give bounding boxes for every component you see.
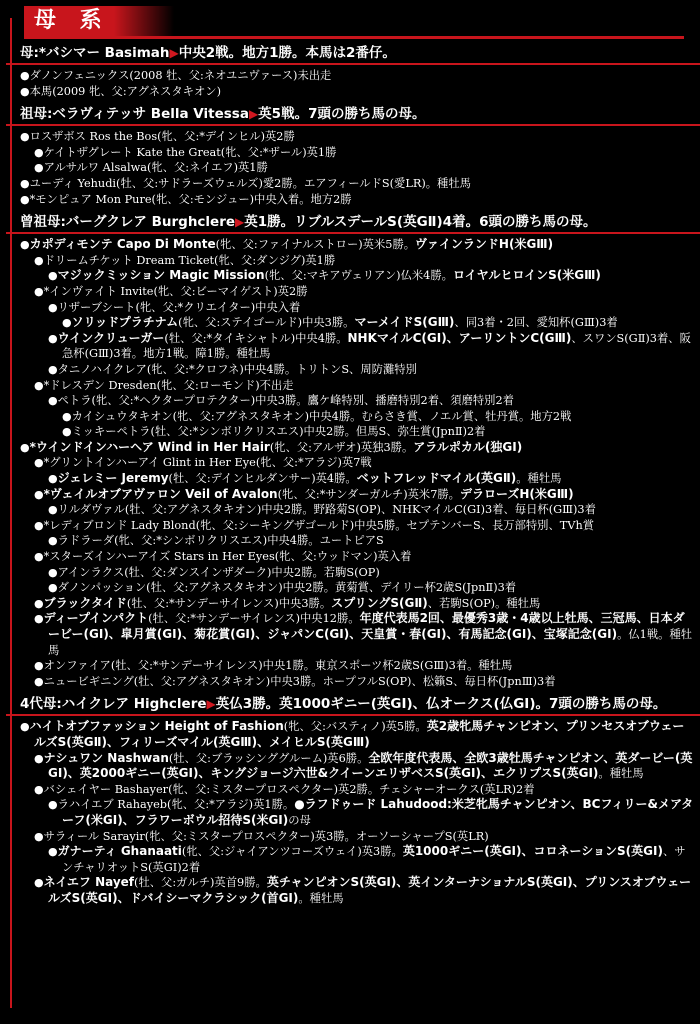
bullet-icon: ● bbox=[48, 503, 58, 517]
bullet-icon: ● bbox=[62, 425, 72, 439]
arrow-icon: ▶ bbox=[248, 107, 259, 122]
record-text: (牡、父:ガルチ)英首9勝。 bbox=[134, 876, 267, 890]
bullet-icon: ● bbox=[48, 472, 58, 486]
pedigree-section bbox=[20, 213, 696, 689]
bullet-icon: ● bbox=[34, 161, 44, 175]
section-ancestor-name: 曾祖母:バーグクレア Burghclere bbox=[20, 214, 236, 231]
horse-name: ブラックタイド bbox=[43, 595, 127, 610]
offspring-entry bbox=[20, 440, 696, 456]
major-race: デラローズH(米GⅢ) bbox=[459, 486, 574, 501]
horse-name: ウインクリューガー bbox=[57, 330, 165, 345]
bullet-icon: ● bbox=[34, 284, 44, 298]
offspring-entry bbox=[20, 68, 696, 84]
offspring-entry bbox=[20, 797, 696, 828]
left-border-line bbox=[10, 18, 12, 1008]
bullet-icon: ● bbox=[34, 829, 44, 843]
major-race: ヴァインランドH(米GⅢ) bbox=[415, 237, 554, 252]
section-heading bbox=[20, 105, 696, 123]
offspring-entry bbox=[20, 471, 696, 487]
bullet-icon: ● bbox=[34, 378, 44, 392]
arrow-icon: ▶ bbox=[206, 697, 216, 712]
major-race: スプリングS(GⅡ) bbox=[331, 595, 428, 610]
offspring-entry bbox=[20, 580, 696, 596]
offspring-entry bbox=[20, 268, 696, 284]
major-race: ●ラフドゥード Lahudood:米芝牝馬チャンピオン、BCフィリー&メアターフ(米GⅠ)、フラワーボウル招待S(米GⅠ) bbox=[62, 797, 694, 827]
record-text: の母 bbox=[288, 813, 311, 827]
bullet-icon: ● bbox=[48, 269, 58, 283]
bullet-icon: ● bbox=[34, 782, 44, 796]
section-summary: 英1勝。リブルスデールS(英GⅡ)4着。6頭の勝ち馬の母。 bbox=[244, 214, 597, 231]
record-text: カイシュウタキオン(牝、父:アグネスタキオン)中央4勝。むらさき賞、ノエル賞、牡丹賞。地方2戦 bbox=[71, 409, 572, 423]
pedigree-section bbox=[20, 105, 696, 207]
horse-name: カポディモンテ Capo Di Monte bbox=[29, 237, 216, 252]
offspring-entry bbox=[20, 331, 696, 362]
section-ancestor-name: 祖母:ベラヴィテッサ Bella Vitessa bbox=[20, 106, 249, 123]
bullet-icon: ● bbox=[34, 518, 44, 532]
record-text: (牝、父:アルザオ)英独3勝。 bbox=[269, 440, 414, 454]
offspring-entry bbox=[20, 176, 696, 192]
major-race: 英1000ギニー(英GⅠ)、コロネーションS(英GⅠ) bbox=[402, 844, 663, 859]
offspring-entry bbox=[20, 533, 696, 549]
offspring-entry bbox=[20, 393, 696, 409]
bullet-icon: ● bbox=[48, 300, 58, 314]
offspring-entry bbox=[20, 84, 696, 100]
bullet-icon: ● bbox=[34, 751, 44, 765]
bullet-icon: ● bbox=[20, 84, 30, 98]
record-text: (牝、父:ステイゴールド)中央3勝。 bbox=[178, 316, 355, 330]
offspring-entry bbox=[20, 192, 696, 208]
bullet-icon: ● bbox=[34, 659, 44, 673]
pedigree-section bbox=[20, 695, 696, 906]
bullet-icon: ● bbox=[34, 612, 44, 626]
section-divider bbox=[6, 714, 700, 716]
pedigree-content bbox=[20, 42, 696, 907]
bullet-icon: ● bbox=[20, 69, 30, 82]
section-divider bbox=[6, 63, 700, 65]
offspring-entry bbox=[20, 129, 696, 145]
record-text: (牝、父:ジャイアンツコーズウェイ)英3勝。 bbox=[181, 845, 403, 859]
bullet-icon: ● bbox=[62, 409, 72, 423]
major-race: ロイヤルヒロインS(米GⅢ) bbox=[452, 268, 601, 283]
major-race: NHKマイルC(GⅠ)、アーリントンC(GⅢ) bbox=[347, 330, 572, 345]
offspring-entry bbox=[20, 674, 696, 690]
record-text: ペトラ(牝、父:*ヘクタープロテクター)中央3勝。鷹ケ峰特別、播磨特別2着、須磨特別2着 bbox=[57, 394, 514, 408]
offspring-entry bbox=[20, 409, 696, 425]
record-text: 本馬(2009 牝、父:アグネスタキオン) bbox=[29, 84, 221, 98]
page-title: 母 系 bbox=[24, 6, 174, 36]
section-heading bbox=[20, 213, 696, 231]
horse-name: *ウインドインハーヘア Wind in Her Hair bbox=[29, 439, 270, 454]
record-text: (牝、父:マキアヴェリアン)仏米4勝。 bbox=[264, 269, 453, 283]
bullet-icon: ● bbox=[34, 550, 44, 564]
offspring-entry bbox=[20, 424, 696, 440]
offspring-entry bbox=[20, 751, 696, 782]
offspring-entry bbox=[20, 518, 696, 534]
horse-name: ジェレミー Jeremy bbox=[57, 471, 169, 486]
bullet-icon: ● bbox=[48, 845, 58, 859]
major-race: 英チャンピオンS(英GⅠ)、英インターナショナルS(英GⅠ)、プリンスオブウェールズS(英GⅠ)、ドバイシーマクラシック(首GⅠ) bbox=[48, 875, 692, 905]
offspring-entry bbox=[20, 875, 696, 906]
bullet-icon: ● bbox=[48, 362, 58, 376]
record-text: タニノハイクレア(牝、父:*クロフネ)中央4勝。トリトンS、周防灘特別 bbox=[57, 362, 417, 376]
bullet-icon: ● bbox=[48, 394, 58, 408]
offspring-entry bbox=[20, 565, 696, 581]
record-text: ドリームチケット Dream Ticket(牝、父:ダンジグ)英1勝 bbox=[43, 253, 336, 267]
record-text: (牡、父:*サンデーサイレンス)中央12勝。 bbox=[148, 612, 360, 626]
record-text: 、サンチャリオットS(英GⅠ)2着 bbox=[62, 845, 686, 874]
record-text: ダノンフェニックス(2008 牡、父:ネオユニヴァース)未出走 bbox=[29, 69, 332, 82]
bullet-icon: ● bbox=[34, 487, 44, 501]
section-divider bbox=[6, 232, 700, 234]
offspring-entry bbox=[20, 611, 696, 658]
offspring-entry bbox=[20, 782, 696, 798]
record-text: 。種牡馬 bbox=[298, 891, 344, 905]
bullet-icon: ● bbox=[48, 565, 58, 579]
arrow-icon: ▶ bbox=[169, 46, 179, 60]
offspring-entry bbox=[20, 145, 696, 161]
record-text: *モンピュア Mon Pure(牝、父:モンジュー)中央入着。地方2勝 bbox=[29, 192, 352, 206]
horse-name: マジックミッション Magic Mission bbox=[57, 268, 265, 283]
offspring-entry bbox=[20, 362, 696, 378]
section-heading bbox=[20, 695, 696, 713]
record-text: リザーブシート(牝、父:*クリエイター)中央入着 bbox=[57, 300, 301, 314]
horse-name: ガナーティ Ghanaati bbox=[57, 844, 182, 859]
section-summary: 中央2戦。地方1勝。本馬は2番仔。 bbox=[178, 45, 396, 61]
bullet-icon: ● bbox=[34, 674, 44, 688]
record-text: バシェイヤー Bashayer(牝、父:ミスタープロスペクター)英2勝。チェシャーオークス(英LR)2着 bbox=[43, 782, 535, 796]
offspring-entry bbox=[20, 502, 696, 518]
record-text: 。仏1戦。種牡馬 bbox=[48, 628, 693, 657]
record-text: *インヴァイト Invite(牝、父:ビーマイゲスト)英2勝 bbox=[43, 284, 308, 298]
offspring-entry bbox=[20, 315, 696, 331]
section-heading bbox=[20, 44, 696, 62]
record-text: ユーディ Yehudi(牡、父:サドラーズウェルズ)愛2勝。エアフィールドS(愛LR)。種牡馬 bbox=[29, 176, 471, 190]
record-text: (牡、父:デインヒルダンサー)英4勝。 bbox=[168, 472, 357, 486]
record-text: (牝、父:*サンダーガルチ)英米7勝。 bbox=[277, 487, 460, 501]
record-text: ダノンパッション(牡、父:アグネスタキオン)中央2勝。黄菊賞、デイリー杯2歳S(JpnⅡ)3着 bbox=[57, 581, 517, 595]
record-text: アインラクス(牡、父:ダンスインザダーク)中央2勝。若駒S(OP) bbox=[57, 565, 380, 579]
section-ancestor-name: 4代母:ハイクレア Highclere bbox=[20, 696, 207, 713]
bullet-icon: ● bbox=[34, 253, 44, 267]
offspring-entry bbox=[20, 549, 696, 565]
offspring-entry bbox=[20, 237, 696, 253]
offspring-entry bbox=[20, 844, 696, 875]
record-text: ロスザボス Ros the Bos(牝、父:*デインヒル)英2勝 bbox=[29, 130, 295, 144]
offspring-entry bbox=[20, 378, 696, 394]
record-text: 。種牡馬 bbox=[598, 767, 644, 781]
section-summary: 英5戦。7頭の勝ち馬の母。 bbox=[258, 106, 426, 123]
offspring-entry bbox=[20, 829, 696, 845]
major-race: 英2歳牝馬チャンピオン、プリンセスオブウェールズS(英GⅡ)、フィリーズマイル(英GⅢ)、メイヒルS(英GⅢ) bbox=[34, 719, 685, 749]
record-text: アルサルワ Alsalwa(牝、父:ネイエフ)英1勝 bbox=[43, 161, 268, 175]
record-text: (牡、父:ブラッシンググルーム)英6勝。 bbox=[168, 751, 369, 765]
major-race: ベットフレッドマイル(英GⅡ) bbox=[356, 471, 517, 486]
record-text: (牡、父:*タイキシャトル)中央4勝。 bbox=[164, 331, 348, 345]
record-text: 、同3着・2回、愛知杯(GⅢ)3着 bbox=[454, 316, 618, 330]
horse-name: ネイエフ Nayef bbox=[43, 875, 135, 890]
horse-name: ナシュワン Nashwan bbox=[43, 750, 169, 765]
record-text: *ドレスデン Dresden(牝、父:ローモンド)不出走 bbox=[43, 378, 294, 392]
major-race: アラルポカル(独GⅠ) bbox=[413, 439, 523, 454]
record-text: リルダヴァル(牡、父:アグネスタキオン)中央2勝。野路菊S(OP)、NHKマイルC(GⅠ)3着、毎日杯(GⅢ)3着 bbox=[57, 503, 596, 517]
offspring-entry bbox=[20, 160, 696, 176]
bullet-icon: ● bbox=[34, 876, 44, 890]
bullet-icon: ● bbox=[34, 456, 44, 470]
bullet-icon: ● bbox=[48, 534, 58, 548]
bullet-icon: ● bbox=[20, 440, 30, 454]
offspring-entry bbox=[20, 487, 696, 503]
bullet-icon: ● bbox=[34, 145, 44, 159]
record-text: ミッキーペトラ(牡、父:*シンボリクリスエス)中央2勝。但馬S、弥生賞(JpnⅡ)2着 bbox=[71, 425, 486, 439]
record-text: オンファイア(牡、父:*サンデーサイレンス)中央1勝。東京スポーツ杯2歳S(GⅢ)3着。種牡馬 bbox=[43, 659, 513, 673]
bullet-icon: ● bbox=[62, 316, 72, 330]
major-race: マーメイドS(GⅢ) bbox=[354, 315, 455, 330]
record-text: (牡、父:*サンデーサイレンス)中央3勝。 bbox=[126, 596, 332, 610]
bullet-icon: ● bbox=[48, 581, 58, 595]
bullet-icon: ● bbox=[48, 331, 58, 345]
offspring-entry bbox=[20, 596, 696, 612]
record-text: ニュービギニング(牡、父:アグネスタキオン)中央3勝。ホープフルS(OP)、松籟S、毎日杯(JpnⅢ)3着 bbox=[43, 674, 556, 688]
record-text: *レディブロンド Lady Blond(牝、父:シーキングザゴールド)中央5勝。セプテンバーS、長万部特別、TVh賞 bbox=[43, 518, 595, 532]
record-text: 。種牡馬 bbox=[516, 472, 562, 486]
bullet-icon: ● bbox=[20, 192, 30, 206]
bullet-icon: ● bbox=[20, 238, 30, 252]
horse-name: ハイトオブファッション Height of Fashion bbox=[29, 719, 284, 734]
offspring-entry bbox=[20, 284, 696, 300]
arrow-icon: ▶ bbox=[235, 215, 245, 230]
record-text: (牝、父:ファイナルストロー)英米5勝。 bbox=[215, 238, 416, 252]
bullet-icon: ● bbox=[34, 596, 44, 610]
title-underline bbox=[24, 36, 684, 39]
major-race: 全欧年度代表馬、全欧3歳牡馬チャンピオン、英ダービー(英GⅠ)、英2000ギニー(英GⅠ)、キングジョージ六世&クイーンエリザベスS(英GⅠ)、エクリプスS(英GⅠ) bbox=[48, 750, 693, 781]
section-summary: 英仏3勝。英1000ギニー(英GⅠ)、仏オークス(仏GⅠ)。7頭の勝ち馬の母。 bbox=[215, 696, 667, 713]
horse-name: ソリッドプラチナム bbox=[71, 315, 179, 330]
section-divider bbox=[6, 124, 700, 126]
section-ancestor-name: 母:*バシマー Basimah bbox=[20, 45, 170, 61]
bullet-icon: ● bbox=[20, 130, 30, 144]
record-text: *スターズインハーアイズ Stars in Her Eyes(牝、父:ウッドマン)英入着 bbox=[43, 550, 412, 564]
horse-name: ディープインパクト bbox=[43, 611, 149, 626]
record-text: (牝、父:バスティノ)英5勝。 bbox=[283, 720, 427, 734]
record-text: サラィール Sarayir(牝、父:ミスタープロスペクター)英3勝。オーソーシャープS(英LR) bbox=[43, 829, 489, 843]
major-race: 年度代表馬2回、最優秀3歳・4歳以上牡馬、三冠馬、日本ダービー(GⅠ)、皐月賞(GⅠ)、菊花賞(GⅠ)、ジャパンC(GⅠ)、天皇賞・春(GⅠ)、有馬記念(GⅠ)、宝塚記念(GⅠ) bbox=[48, 611, 685, 641]
record-text: 、若駒S(OP)。種牡馬 bbox=[427, 596, 541, 610]
offspring-entry bbox=[20, 253, 696, 269]
record-text: ラドラーダ(牝、父:*シンボリクリスエス)中央4勝。ユートピアS bbox=[57, 534, 384, 548]
bullet-icon: ● bbox=[20, 176, 30, 190]
horse-name: *ヴェイルオブアヴァロン Veil of Avalon bbox=[43, 486, 278, 501]
record-text: 、スワンS(GⅡ)3着、阪急杯(GⅢ)3着。地方1戦。障1勝。種牡馬 bbox=[62, 331, 691, 361]
pedigree-section bbox=[20, 44, 696, 99]
offspring-entry bbox=[20, 658, 696, 674]
offspring-entry bbox=[20, 719, 696, 750]
bullet-icon: ● bbox=[48, 798, 58, 812]
offspring-entry bbox=[20, 300, 696, 316]
bullet-icon: ● bbox=[20, 720, 30, 734]
record-text: ラハイエブ Rahayeb(牝、父:*アラジ)英1勝。 bbox=[57, 798, 295, 812]
offspring-entry bbox=[20, 455, 696, 471]
record-text: *グリントインハーアイ Glint in Her Eye(牝、父:*アラジ)英7戦 bbox=[43, 456, 372, 470]
record-text: ケイトザグレート Kate the Great(牝、父:*ザール)英1勝 bbox=[43, 145, 337, 159]
